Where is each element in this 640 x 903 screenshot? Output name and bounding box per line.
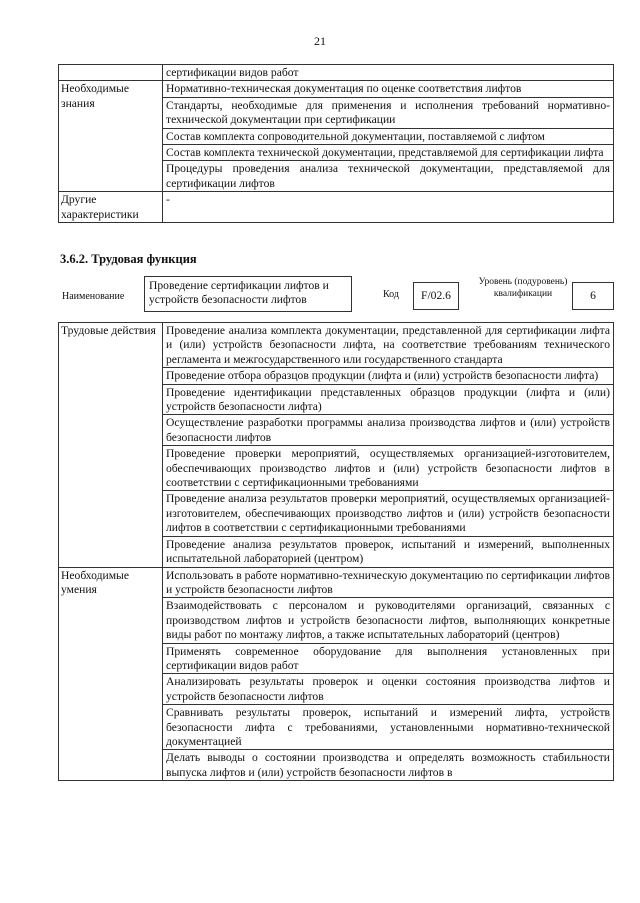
- table-row: [59, 323, 614, 368]
- table-cell: -: [163, 192, 614, 223]
- table-cell: Стандарты, необходимые для применения и исполнения требований нормативно-технической документации при сертификации: [163, 97, 614, 128]
- table-cell: сертификации видов работ: [163, 65, 614, 81]
- code-label: Код: [383, 289, 399, 300]
- row-label-other: Другие характеристики: [59, 192, 163, 223]
- section-heading: 3.6.2. Трудовая функция: [60, 252, 197, 266]
- table-cell: Применять современное оборудование для выполнения установленных при сертификации видов работ: [163, 643, 614, 674]
- level-value: 6: [572, 282, 614, 310]
- code-value: F/02.6: [413, 282, 459, 310]
- table-cell: Осуществление разработки программы анализа производства лифтов и (или) устройств безопасности лифтов: [163, 415, 614, 446]
- row-label-knowledge: Необходимые знания: [59, 81, 163, 192]
- table-cell: Проведение отбора образцов продукции (лифта и (или) устройств безопасности лифта): [163, 368, 614, 384]
- name-label: Наименование: [62, 291, 125, 302]
- table-cell: Проведение анализа результатов проверок, испытаний и измерений, выполненных испытательной лабораторией (центром): [163, 536, 614, 567]
- table-row: [59, 65, 614, 81]
- table-cell: Процедуры проведения анализа технической документации, представляемой для сертификации лифтов: [163, 161, 614, 192]
- table-row: [59, 192, 614, 223]
- table-cell: Сравнивать результаты проверок, испытаний и измерений лифта, устройств безопасности лифта с требованиями, установленными нормативно-технической документацией: [163, 705, 614, 750]
- table-cell: Использовать в работе нормативно-техническую документацию по сертификации лифтов и устройств безопасности лифтов: [163, 567, 614, 598]
- table-cell: Проведение анализа комплекта документации, представленной для сертификации лифта и (или) устройств безопасности лифта, на соответствие требованиям технического регламента и межгосударственного или государственного стандарта: [163, 323, 614, 368]
- row-label-actions: Трудовые действия: [59, 323, 163, 568]
- table-cell: Нормативно-техническая документация по оценке соответствия лифтов: [163, 81, 614, 97]
- table-row: [59, 567, 614, 598]
- table-cell: Состав комплекта технической документации, представляемой для сертификации лифта: [163, 145, 614, 161]
- top-requirements-table: [58, 64, 614, 223]
- page-number: 21: [314, 34, 326, 48]
- table-cell: Взаимодействовать с персоналом и руководителями организаций, связанных с производством лифтов и устройств безопасности лифтов, выполняющих конкретные виды работ по монтажу лифтов, а также испытательных лабораторий (центров): [163, 598, 614, 643]
- main-function-table: [58, 322, 614, 781]
- table-cell: Делать выводы о состоянии производства и определять возможность стабильности выпуска лифтов и (или) устройств безопасности лифтов в: [163, 750, 614, 781]
- table-cell: Проведение проверки мероприятий, осуществляемых организацией-изготовителем, обеспечивающих производство лифтов и (или) устройств безопасности лифтов в соответствии с сертификационными требованиями: [163, 446, 614, 491]
- row-label: [59, 65, 163, 81]
- table-cell: Проведение идентификации представленных образцов продукции (лифта и (или) устройств безопасности лифта): [163, 384, 614, 415]
- table-row: [59, 81, 614, 97]
- function-header: [58, 276, 614, 316]
- table-cell: Проведение анализа результатов проверки мероприятий, осуществляемых организацией-изготовителем, обеспечивающих производство лифтов и (или) устройств безопасности лифтов в соответствии с сертификационными требованиями: [163, 491, 614, 536]
- table-cell: Состав комплекта сопроводительной документации, поставляемой с лифтом: [163, 128, 614, 144]
- name-value: Проведение сертификации лифтов и устройств безопасности лифтов: [144, 276, 352, 312]
- row-label-skills: Необходимые умения: [59, 567, 163, 781]
- table-cell: Анализировать результаты проверок и оценки состояния производства лифтов и устройств безопасности лифтов: [163, 674, 614, 705]
- level-label: Уровень (подуровень) квалификации: [478, 277, 568, 299]
